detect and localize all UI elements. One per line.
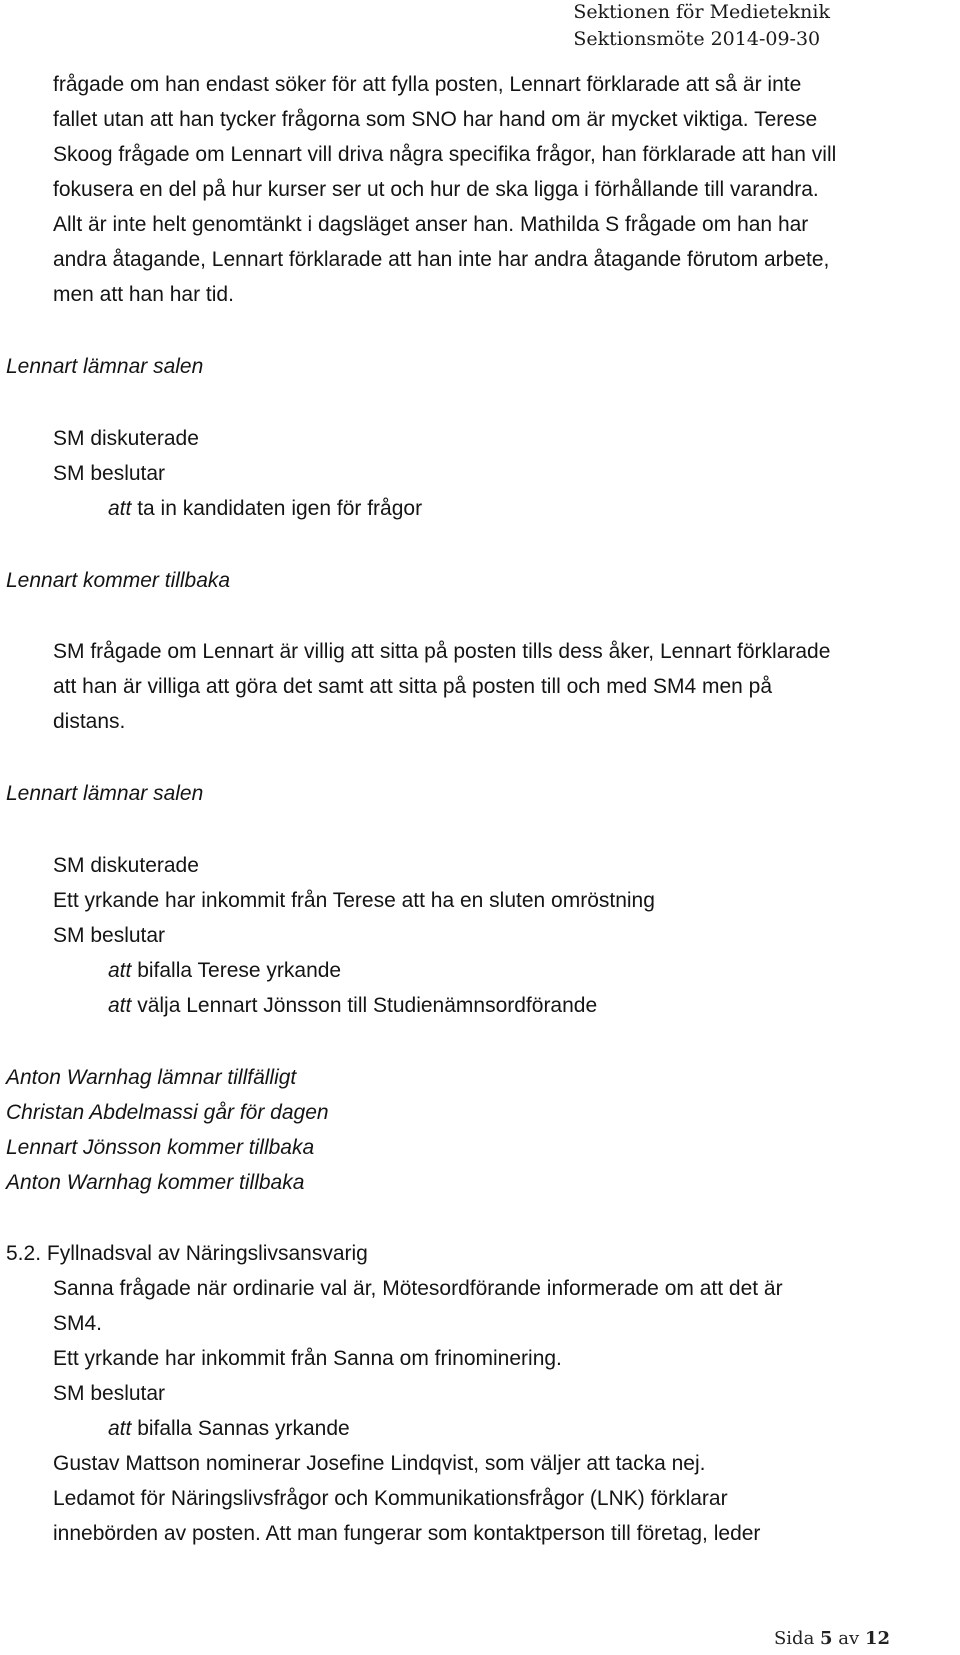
paragraph-line: innebörden av posten. Att man fungerar som kontaktperson till företag, leder (53, 1522, 761, 1545)
attendance-note: Anton Warnhag lämnar tillfälligt (6, 1066, 297, 1089)
motion-sanna: Ett yrkande har inkommit från Sanna om frinominering. (53, 1347, 562, 1370)
section-number: 5.2. (6, 1242, 42, 1265)
sm-decides: SM beslutar (53, 1382, 166, 1405)
decision-line (108, 1415, 350, 1443)
att-word: att (108, 994, 132, 1017)
note-lennart-leaves: Lennart lämnar salen (6, 355, 204, 378)
sm-decides: SM beslutar (53, 462, 166, 485)
paragraph-line: Sanna frågade när ordinarie val är, Mötesordförande informerade om att det är (53, 1277, 783, 1300)
total-pages: 12 (864, 1628, 890, 1649)
header-meeting-date: Sektionsmöte 2014-09-30 (573, 28, 821, 50)
paragraph-line: frågade om han endast söker för att fylla posten, Lennart förklarade att så är inte (53, 73, 802, 96)
att-word: att (108, 959, 132, 982)
paragraph-line: men att han har tid. (53, 283, 234, 306)
sm-decides: SM beslutar (53, 924, 166, 947)
decision-line (108, 957, 341, 985)
page-prefix: Sida (773, 1628, 815, 1649)
page-header (573, 0, 830, 53)
decision-line (108, 992, 597, 1020)
paragraph-line: andra åtagande, Lennart förklarade att han inte har andra åtagande förutom arbete, (53, 248, 830, 271)
paragraph-line: distans. (53, 710, 126, 733)
sm-discussed: SM diskuterade (53, 427, 199, 450)
attendance-note: Lennart Jönsson kommer tillbaka (6, 1136, 315, 1159)
of-word: av (838, 1628, 860, 1649)
decision-text: välja Lennart Jönsson till Studienämnsordförande (137, 994, 598, 1017)
note-lennart-leaves: Lennart lämnar salen (6, 782, 204, 805)
paragraph-line: att han är villiga att göra det samt att sitta på posten till och med SM4 men på (53, 675, 773, 698)
att-word: att (108, 497, 132, 520)
motion-terese: Ett yrkande har inkommit från Terese att ha en sluten omröstning (53, 889, 655, 912)
paragraph-line: SM frågade om Lennart är villig att sitta på posten tills dess åker, Lennart förklarade (53, 640, 831, 663)
sm-discussed: SM diskuterade (53, 854, 199, 877)
paragraph-line: SM4. (53, 1312, 103, 1335)
page-number: 5 (820, 1628, 833, 1649)
paragraph-line: fallet utan att han tycker frågorna som SNO har hand om är mycket viktiga. Terese (53, 108, 818, 131)
page-footer (774, 1626, 890, 1652)
att-word: att (108, 1417, 132, 1440)
attendance-note: Christan Abdelmassi går för dagen (6, 1101, 329, 1124)
section-heading (6, 1240, 368, 1268)
paragraph-line: Skoog frågade om Lennart vill driva några specifika frågor, han förklarade att han vill (53, 143, 837, 166)
header-org: Sektionen för Medieteknik (573, 1, 830, 23)
decision-text: bifalla Terese yrkande (137, 959, 342, 982)
decision-text: bifalla Sannas yrkande (137, 1417, 350, 1440)
note-lennart-returns: Lennart kommer tillbaka (6, 569, 231, 592)
paragraph-line: Allt är inte helt genomtänkt i dagsläget anser han. Mathilda S frågade om han har (53, 213, 809, 236)
nomination-line: Gustav Mattson nominerar Josefine Lindqvist, som väljer att tacka nej. (53, 1452, 706, 1475)
paragraph-line: Ledamot för Näringslivsfrågor och Kommunikationsfrågor (LNK) förklarar (53, 1487, 728, 1510)
decision-line (108, 495, 422, 523)
section-title: Fyllnadsval av Näringslivsansvarig (46, 1242, 368, 1265)
paragraph-line: fokusera en del på hur kurser ser ut och hur de ska ligga i förhållande till varandra. (53, 178, 819, 201)
attendance-note: Anton Warnhag kommer tillbaka (6, 1171, 305, 1194)
decision-text: ta in kandidaten igen för frågor (137, 497, 423, 520)
